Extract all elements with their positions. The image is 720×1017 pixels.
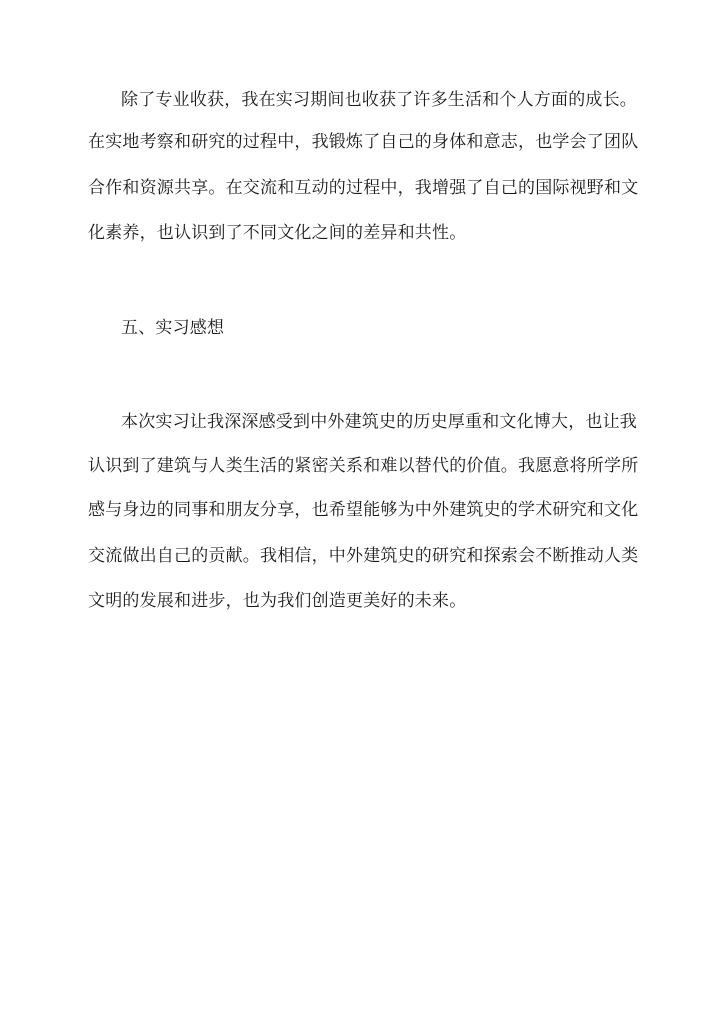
paragraph-line: 认识到了建筑与人类生活的紧密关系和难以替代的价值。我愿意将所学所 <box>88 456 639 476</box>
paragraph-line: 除了专业收获，我在实习期间也收获了许多生活和个人方面的成长。 <box>121 90 637 110</box>
section-heading: 五、实习感想 <box>121 318 225 338</box>
paragraph-line: 交流做出自己的贡献。我相信，中外建筑史的研究和探索会不断推动人类 <box>88 546 639 566</box>
paragraph-line: 感与身边的同事和朋友分享，也希望能够为中外建筑史的学术研究和文化 <box>88 500 639 520</box>
paragraph-line: 本次实习让我深深感受到中外建筑史的历史厚重和文化博大，也让我 <box>121 412 637 432</box>
paragraph-line: 合作和资源共享。在交流和互动的过程中，我增强了自己的国际视野和文 <box>88 178 639 198</box>
paragraph-line: 化素养，也认识到了不同文化之间的差异和共性。 <box>88 223 467 243</box>
paragraph-line: 文明的发展和进步，也为我们创造更美好的未来。 <box>88 591 467 611</box>
paragraph-line: 在实地考察和研究的过程中，我锻炼了自己的身体和意志，也学会了团队 <box>88 132 639 152</box>
